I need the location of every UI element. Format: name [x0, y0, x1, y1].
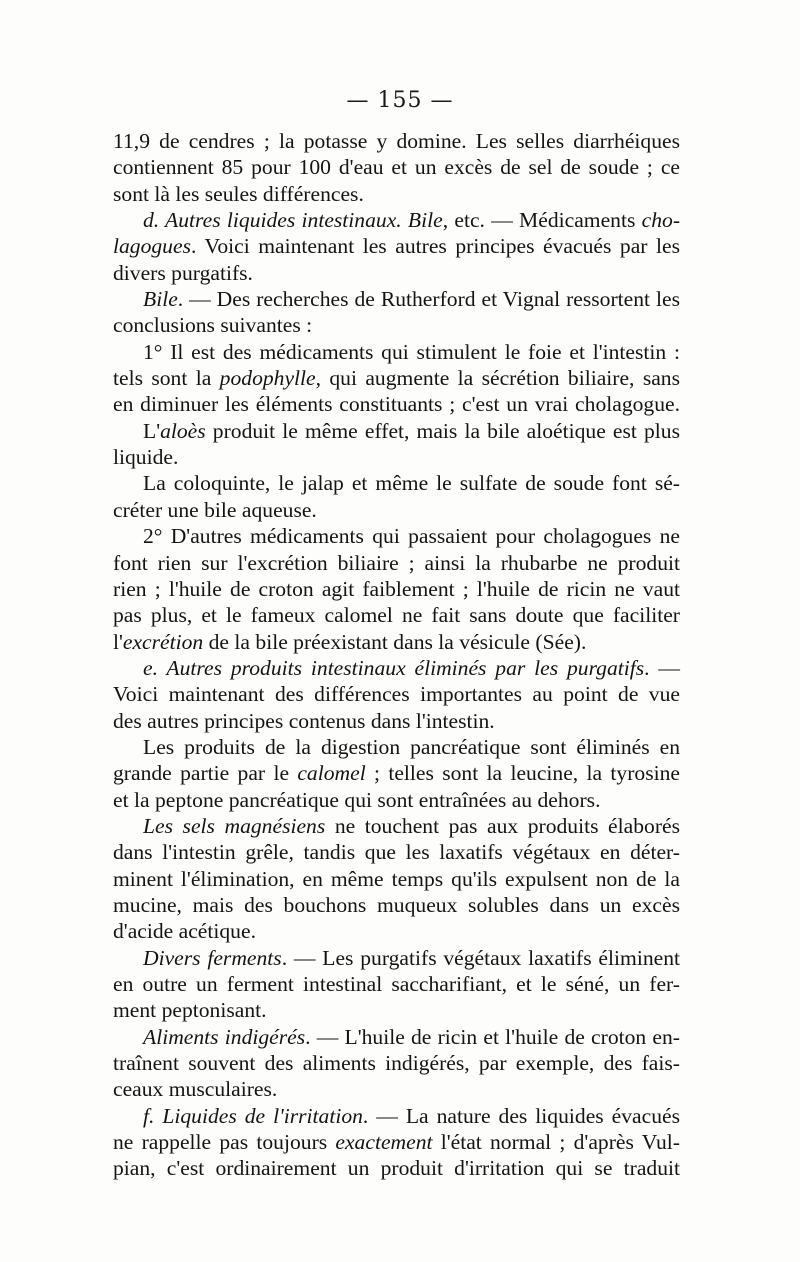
text-line — [113, 734, 680, 760]
text-line — [113, 813, 680, 839]
text-line — [113, 787, 680, 813]
italic-segment: excrétion — [122, 629, 204, 654]
text-segment: ne rappelle pas toujours — [113, 1130, 336, 1155]
text-segment: , etc. — Médicaments — [442, 208, 642, 233]
text-line — [113, 260, 680, 286]
text-line — [113, 602, 680, 628]
text-segment: 2° D'autres médicaments qui passaient pour cholagogues ne — [143, 524, 680, 549]
text-segment: ment peptonisant. — [113, 998, 267, 1023]
text-line — [113, 207, 680, 233]
italic-segment: cho- — [641, 208, 681, 233]
text-line — [113, 418, 680, 444]
text-segment: L' — [143, 418, 161, 443]
italic-segment: e. Autres produits intestinaux éliminés par les purgatifs — [143, 655, 645, 680]
italic-segment: aloès — [160, 418, 206, 443]
text-line — [113, 1024, 680, 1050]
text-line — [113, 312, 680, 338]
text-line — [113, 339, 680, 365]
text-segment: grande partie par le — [113, 761, 298, 786]
italic-segment: podophylle — [219, 366, 316, 391]
text-line — [113, 1155, 680, 1181]
italic-segment: f. Liquides de l'irritation — [143, 1103, 363, 1128]
text-segment: conclusions suivantes : — [113, 313, 313, 338]
text-line — [113, 708, 680, 734]
text-line — [113, 629, 680, 655]
text-segment: créter une bile aqueuse. — [113, 497, 317, 522]
text-line — [113, 523, 680, 549]
text-segment: font rien sur l'excrétion biliaire ; ainsi la rhubarbe ne produit — [113, 550, 680, 575]
text-segment: La coloquinte, le jalap et même le sulfate de soude font sé- — [143, 471, 680, 496]
text-segment: ceaux musculaires. — [113, 1077, 278, 1102]
text-line — [113, 444, 680, 470]
italic-segment: Bile — [143, 287, 178, 312]
text-line — [113, 128, 680, 154]
text-segment: produit le même effet, mais la bile aloétique est plus — [205, 418, 680, 443]
text-segment: . — La nature des liquides évacués — [362, 1103, 680, 1128]
text-line — [113, 760, 680, 786]
text-line — [113, 470, 680, 496]
text-line — [113, 681, 680, 707]
text-segment: divers purgatifs. — [113, 260, 253, 285]
text-segment: liquide. — [113, 445, 179, 470]
italic-segment: Les sels magnésiens — [143, 813, 326, 838]
text-line — [113, 839, 680, 865]
italic-segment: Divers ferments — [143, 945, 282, 970]
text-line — [113, 391, 680, 417]
text-segment: . — L'huile de ricin et l'huile de croton en- — [305, 1024, 680, 1049]
text-line — [113, 576, 680, 602]
text-segment: l' — [113, 629, 123, 654]
text-line — [113, 550, 680, 576]
text-line — [113, 181, 680, 207]
text-segment: dans l'intestin grêle, tandis que les laxatifs végétaux en déter- — [113, 840, 680, 865]
text-segment: minent l'élimination, en même temps qu'ils expulsent non de la — [113, 866, 680, 891]
italic-segment: lagogues — [113, 234, 191, 259]
text-segment: Les produits de la digestion pancréatique sont éliminés en — [143, 734, 680, 759]
text-line — [113, 497, 680, 523]
text-segment: d'acide acétique. — [113, 919, 256, 944]
text-segment: Voici maintenant des différences importantes au point de vue — [113, 682, 680, 707]
italic-segment: exactement — [335, 1130, 433, 1155]
text-line — [113, 997, 680, 1023]
italic-segment: d. Autres liquides intestinaux. Bile — [143, 208, 443, 233]
text-segment: . — Les purgatifs végétaux laxatifs éliminent — [281, 945, 680, 970]
text-segment: en diminuer les éléments constituants ; c'est un vrai cholagogue. — [113, 392, 680, 417]
text-line — [113, 1050, 680, 1076]
body-text — [113, 128, 680, 1182]
text-line — [113, 866, 680, 892]
text-line — [113, 154, 680, 180]
text-segment: de la bile préexistant dans la vésicule (Sée). — [203, 629, 587, 654]
text-line — [113, 971, 680, 997]
text-line — [113, 1129, 680, 1155]
text-segment: traînent souvent des aliments indigérés, par exemple, des fais- — [113, 1051, 680, 1076]
text-segment: . Voici maintenant les autres principes évacués par les — [190, 234, 680, 259]
text-segment: . — Des recherches de Rutherford et Vignal ressortent les — [177, 287, 680, 312]
italic-segment: calomel — [297, 761, 366, 786]
text-segment: tels sont la — [113, 366, 220, 391]
text-segment: l'état normal ; d'après Vul- — [432, 1130, 680, 1155]
text-segment: sont là les seules différences. — [113, 181, 364, 206]
text-segment: pas plus, et le fameux calomel ne fait sans doute que faciliter — [113, 603, 680, 628]
text-line — [113, 1076, 680, 1102]
text-segment: ; telles sont la leucine, la tyrosine — [365, 761, 680, 786]
text-segment: ne touchent pas aux produits élaborés — [325, 813, 681, 838]
text-line — [113, 286, 680, 312]
text-line — [113, 918, 680, 944]
text-line — [113, 945, 680, 971]
text-segment: 11,9 de cendres ; la potasse y domine. Les selles diarrhéiques — [113, 129, 680, 153]
text-segment: , qui augmente la sécrétion biliaire, sans — [315, 366, 681, 391]
text-segment: contiennent 85 pour 100 d'eau et un excès de sel de soude ; ce — [113, 155, 680, 180]
text-segment: et la peptone pancréatique qui sont entraînées au dehors. — [113, 787, 601, 812]
text-line — [113, 365, 680, 391]
text-line — [113, 892, 680, 918]
page-number: — 155 — — [346, 88, 454, 113]
text-line — [113, 1103, 680, 1129]
text-segment: des autres principes contenus dans l'intestin. — [113, 708, 495, 733]
text-segment: . — — [644, 655, 681, 680]
text-segment: rien ; l'huile de croton agit faiblement ; l'huile de ricin ne vaut — [113, 576, 680, 601]
text-line — [113, 233, 680, 259]
italic-segment: Aliments indigérés — [143, 1024, 306, 1049]
text-segment: en outre un ferment intestinal saccharifiant, et le séné, un fer- — [113, 972, 680, 996]
text-segment: mucine, mais des bouchons muqueux solubles dans un excès — [113, 892, 680, 917]
text-line — [113, 655, 680, 681]
text-segment: 1° Il est des médicaments qui stimulent le foie et l'intestin : — [143, 339, 680, 364]
text-segment: pian, c'est ordinairement un produit d'irritation qui se traduit — [113, 1156, 680, 1181]
